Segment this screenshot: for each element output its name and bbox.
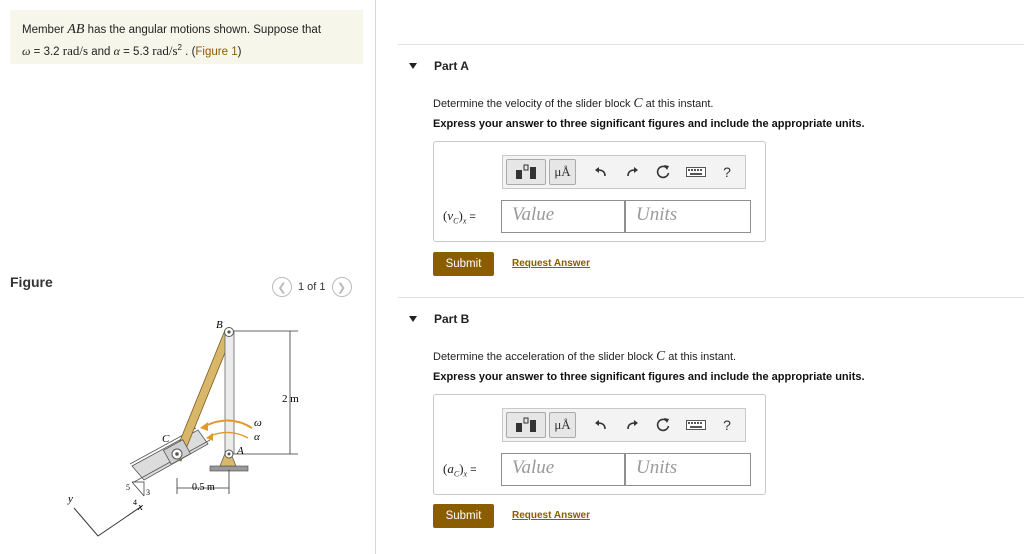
problem-text: has the angular motions shown. Suppose that (84, 24, 322, 36)
math-toolbar (502, 155, 746, 189)
template-icon[interactable] (506, 412, 546, 438)
axis-x: x (138, 501, 143, 513)
lhs-eq: = (466, 211, 476, 223)
figure-pager (272, 276, 352, 298)
omega-unit: rad/s (62, 42, 89, 58)
caret-down-icon (409, 63, 417, 69)
undo-icon[interactable] (591, 412, 611, 438)
part-b-lhs (443, 461, 477, 479)
lhs-symbol: a (447, 461, 454, 476)
caret-down-icon (409, 316, 417, 322)
template-icon[interactable] (506, 159, 546, 185)
math-toolbar (502, 408, 746, 442)
problem-statement (10, 10, 363, 64)
slope-triangle (132, 482, 144, 496)
part-a-answer-box (433, 141, 766, 242)
part-b-question (433, 348, 736, 364)
pin-c-center (175, 452, 179, 456)
slope-5: 5 (126, 483, 130, 492)
problem-text: Member (22, 24, 68, 36)
omega-symbol: ω (22, 43, 31, 58)
units-input[interactable]: Units (625, 200, 751, 233)
reset-icon[interactable] (653, 159, 673, 185)
pin-b-center (227, 330, 230, 333)
chevron-right-icon[interactable]: ❯ (332, 277, 352, 297)
axis-lines (74, 506, 142, 536)
pager-text: 1 of 1 (298, 281, 326, 293)
lhs-sub: C (453, 469, 460, 479)
height-label: 2 m (282, 393, 299, 405)
pin-a-center (228, 453, 231, 456)
request-answer-link[interactable]: Request Answer (512, 510, 590, 521)
figure-link[interactable]: Figure 1 (195, 45, 238, 58)
units-input[interactable]: Units (625, 453, 751, 486)
part-a-header[interactable] (409, 59, 469, 73)
problem-line-1 (22, 21, 363, 39)
slope-4: 4 (133, 498, 137, 507)
value-input[interactable]: Value (501, 453, 625, 486)
omega-value: = 3.2 (30, 45, 63, 58)
help-icon[interactable]: ? (723, 417, 731, 433)
request-answer-link[interactable]: Request Answer (512, 258, 590, 269)
part-separator (398, 297, 1024, 298)
part-a-lhs (443, 208, 476, 226)
label-alpha: α (254, 431, 260, 443)
units-button[interactable]: μÅ (549, 159, 576, 185)
lhs-paren: ) (458, 208, 463, 223)
lhs-sub: C (453, 216, 459, 226)
reset-icon[interactable] (653, 412, 673, 438)
alpha-symbol: α (113, 43, 120, 58)
part-a-question (433, 95, 714, 111)
width-label: 0.5 m (192, 482, 215, 493)
label-a: A (237, 445, 244, 457)
member-symbol: AB (67, 22, 85, 37)
submit-button[interactable]: Submit (433, 252, 494, 276)
part-a-title: Part A (434, 59, 469, 73)
problem-text: ) (237, 45, 242, 58)
label-omega: ω (254, 417, 262, 429)
question-var: C (656, 348, 666, 363)
question-text: at this instant. (665, 351, 737, 363)
member-ab (225, 331, 234, 454)
lhs-paren: ( (443, 461, 448, 476)
problem-text: . ( (181, 45, 196, 58)
lhs-paren: ( (443, 208, 448, 223)
label-c: C (162, 433, 170, 445)
keyboard-icon[interactable] (684, 159, 708, 185)
problem-line-2 (22, 39, 363, 61)
question-text: Determine the acceleration of the slider block (433, 351, 657, 363)
question-text: Determine the velocity of the slider block (433, 98, 634, 110)
alpha-arrowhead (206, 433, 213, 441)
part-b-instruction: Express your answer to three significant figures and include the appropriate units. (433, 371, 865, 383)
question-var: C (633, 95, 643, 110)
value-input[interactable]: Value (501, 200, 625, 233)
part-b-title: Part B (434, 312, 470, 326)
part-b-header[interactable] (409, 312, 469, 326)
axis-y: y (68, 493, 73, 505)
slope-3: 3 (146, 488, 150, 497)
lhs-sub2: x (463, 469, 468, 479)
lhs-symbol: v (447, 208, 454, 223)
units-button[interactable]: μÅ (549, 412, 576, 438)
problem-pane (0, 0, 375, 554)
omega-arrowhead (200, 422, 208, 431)
part-b-answer-box (433, 394, 766, 495)
part-separator (398, 44, 1024, 45)
chevron-left-icon[interactable]: ❮ (272, 277, 292, 297)
problem-text: and (88, 45, 114, 58)
mechanism-figure (60, 318, 350, 540)
undo-icon[interactable] (591, 159, 611, 185)
lhs-paren: ) (459, 461, 464, 476)
keyboard-icon[interactable] (684, 412, 708, 438)
part-a-instruction: Express your answer to three significant figures and include the appropriate units. (433, 118, 865, 130)
question-text: at this instant. (642, 98, 714, 110)
redo-icon[interactable] (622, 412, 642, 438)
alpha-exponent: 2 (177, 43, 182, 52)
alpha-unit: rad/s (152, 42, 178, 58)
submit-button[interactable]: Submit (433, 504, 494, 528)
alpha-value: = 5.3 (119, 45, 153, 58)
help-icon[interactable]: ? (723, 164, 731, 180)
redo-icon[interactable] (622, 159, 642, 185)
answer-pane (376, 0, 1024, 554)
lhs-sub2: x (462, 216, 467, 226)
figure-label: Figure (10, 274, 53, 290)
lhs-eq: = (467, 464, 477, 476)
label-b: B (216, 319, 223, 331)
